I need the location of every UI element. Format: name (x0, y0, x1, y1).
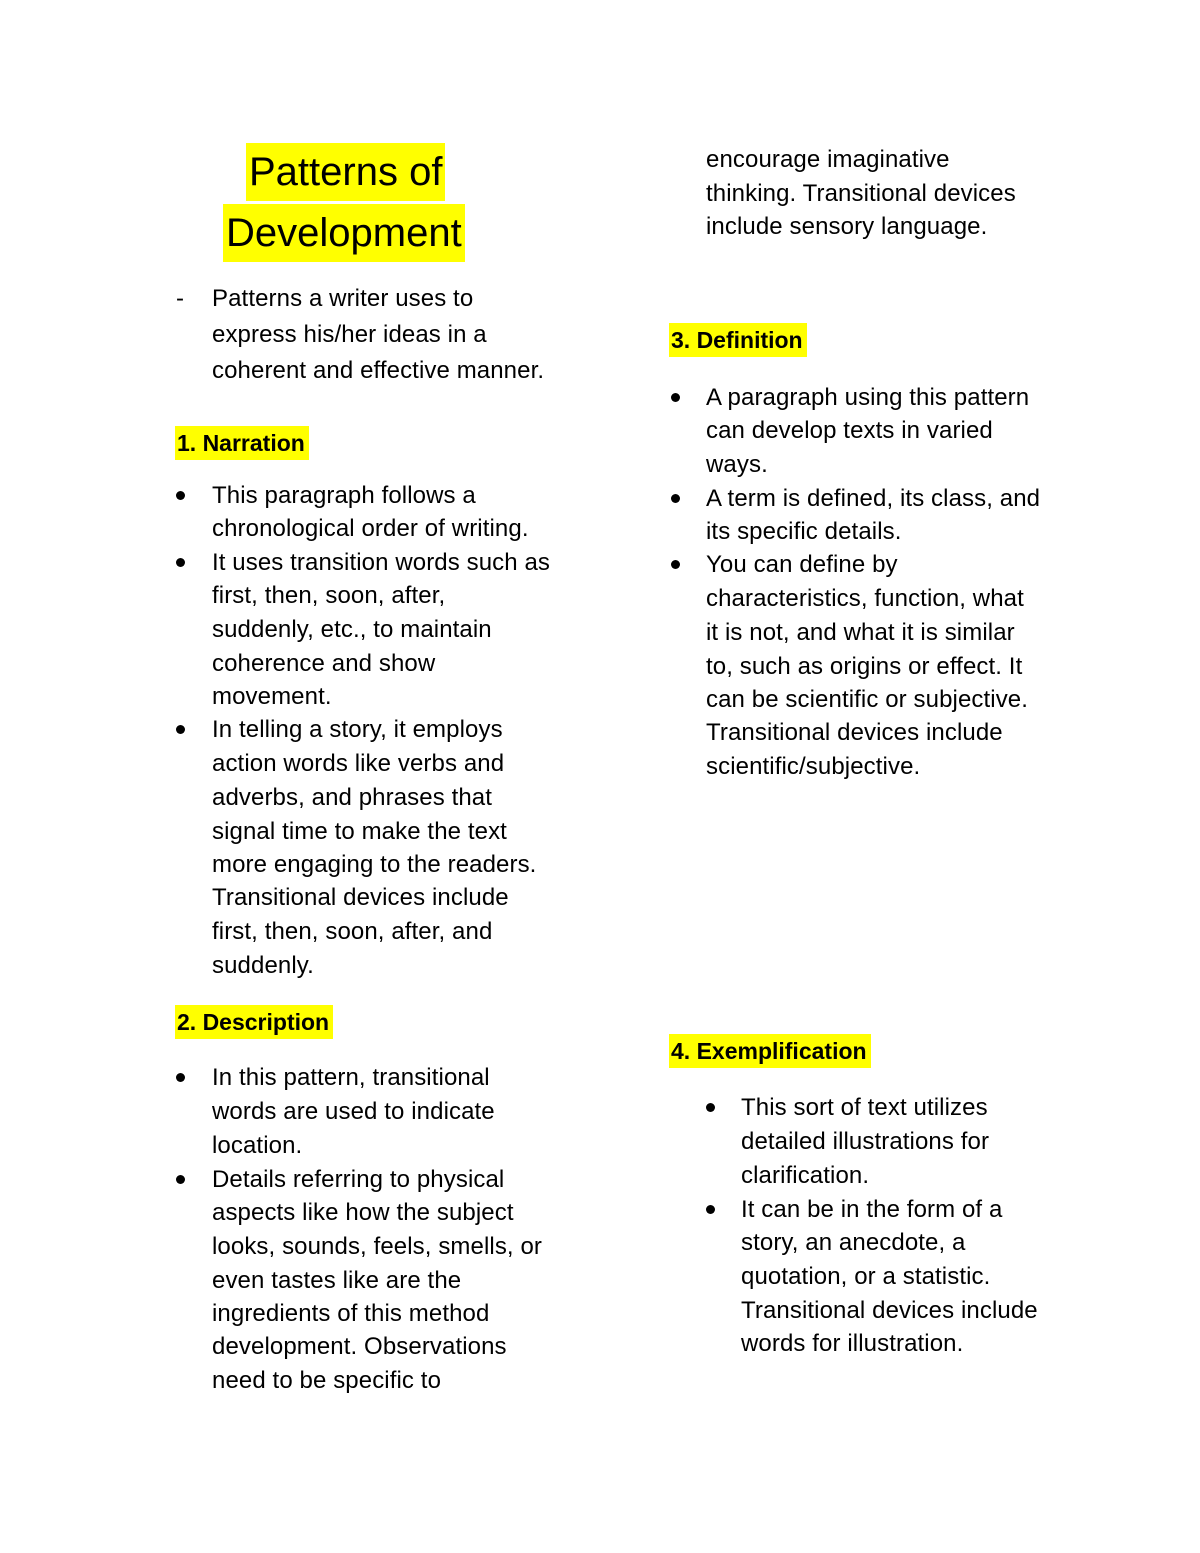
bullet-icon (176, 725, 185, 734)
bullet-line: need to be specific to (212, 1367, 442, 1394)
bullet-line: A paragraph using this pattern (706, 384, 1030, 411)
bullet-line: story, an anecdote, a (741, 1229, 966, 1256)
bullet-line: ingredients of this method (212, 1300, 490, 1327)
bullet-line: action words like verbs and (212, 750, 505, 777)
bullet-line: first, then, soon, after, and (212, 918, 493, 945)
bullet-line: clarification. (741, 1162, 870, 1189)
dash-marker: - (176, 285, 184, 312)
bullet-line: suddenly. (212, 952, 314, 979)
bullet-line: can be scientific or subjective. (706, 686, 1029, 713)
bullet-icon (706, 1205, 715, 1214)
bullet-icon (706, 1103, 715, 1112)
bullet-line: to, such as origins or effect. It (706, 653, 1023, 680)
bullet-line: its specific details. (706, 518, 902, 545)
title-line-1: Patterns of (246, 143, 445, 201)
intro-line: coherent and effective manner. (212, 357, 545, 384)
continuation-line: include sensory language. (706, 213, 988, 240)
bullet-line: coherence and show (212, 650, 436, 677)
bullet-icon (176, 491, 185, 500)
bullet-line: words for illustration. (741, 1330, 964, 1357)
bullet-line: location. (212, 1132, 303, 1159)
bullet-icon (176, 1073, 185, 1082)
bullet-line: Transitional devices include (706, 719, 1003, 746)
bullet-line: adverbs, and phrases that (212, 784, 493, 811)
bullet-icon (671, 393, 680, 402)
bullet-line: It uses transition words such as (212, 549, 551, 576)
bullet-line: This sort of text utilizes (741, 1094, 988, 1121)
bullet-line: aspects like how the subject (212, 1199, 514, 1226)
bullet-line: This paragraph follows a (212, 482, 476, 509)
bullet-line: Transitional devices include (741, 1297, 1038, 1324)
bullet-line: development. Observations (212, 1333, 507, 1360)
bullet-line: characteristics, function, what (706, 585, 1024, 612)
bullet-line: movement. (212, 683, 332, 710)
bullet-line: signal time to make the text (212, 818, 507, 845)
bullet-line: it is not, and what it is similar (706, 619, 1015, 646)
continuation-line: thinking. Transitional devices (706, 180, 1016, 207)
title-line-2: Development (223, 204, 465, 262)
bullet-line: ways. (706, 451, 768, 478)
bullet-line: In telling a story, it employs (212, 716, 503, 743)
bullet-line: looks, sounds, feels, smells, or (212, 1233, 543, 1260)
section-heading-exemplification: 4. Exemplification (669, 1034, 871, 1068)
bullet-line: quotation, or a statistic. (741, 1263, 991, 1290)
bullet-icon (176, 558, 185, 567)
bullet-line: A term is defined, its class, and (706, 485, 1041, 512)
section-heading-definition: 3. Definition (669, 323, 807, 357)
bullet-line: You can define by (706, 551, 898, 578)
section-heading-narration: 1. Narration (175, 426, 309, 460)
bullet-line: detailed illustrations for (741, 1128, 990, 1155)
intro-line: Patterns a writer uses to (212, 285, 474, 312)
bullet-line: suddenly, etc., to maintain (212, 616, 492, 643)
bullet-line: In this pattern, transitional (212, 1064, 490, 1091)
bullet-icon (671, 494, 680, 503)
bullet-icon (176, 1175, 185, 1184)
bullet-line: words are used to indicate (212, 1098, 495, 1125)
section-heading-description: 2. Description (175, 1005, 333, 1039)
bullet-line: Details referring to physical (212, 1166, 505, 1193)
bullet-line: Transitional devices include (212, 884, 509, 911)
bullet-line: even tastes like are the (212, 1267, 462, 1294)
bullet-icon (671, 560, 680, 569)
intro-line: express his/her ideas in a (212, 321, 487, 348)
bullet-line: can develop texts in varied (706, 417, 993, 444)
bullet-line: more engaging to the readers. (212, 851, 537, 878)
bullet-line: chronological order of writing. (212, 515, 529, 542)
bullet-line: first, then, soon, after, (212, 582, 446, 609)
bullet-line: scientific/subjective. (706, 753, 921, 780)
bullet-line: It can be in the form of a (741, 1196, 1003, 1223)
continuation-line: encourage imaginative (706, 146, 950, 173)
